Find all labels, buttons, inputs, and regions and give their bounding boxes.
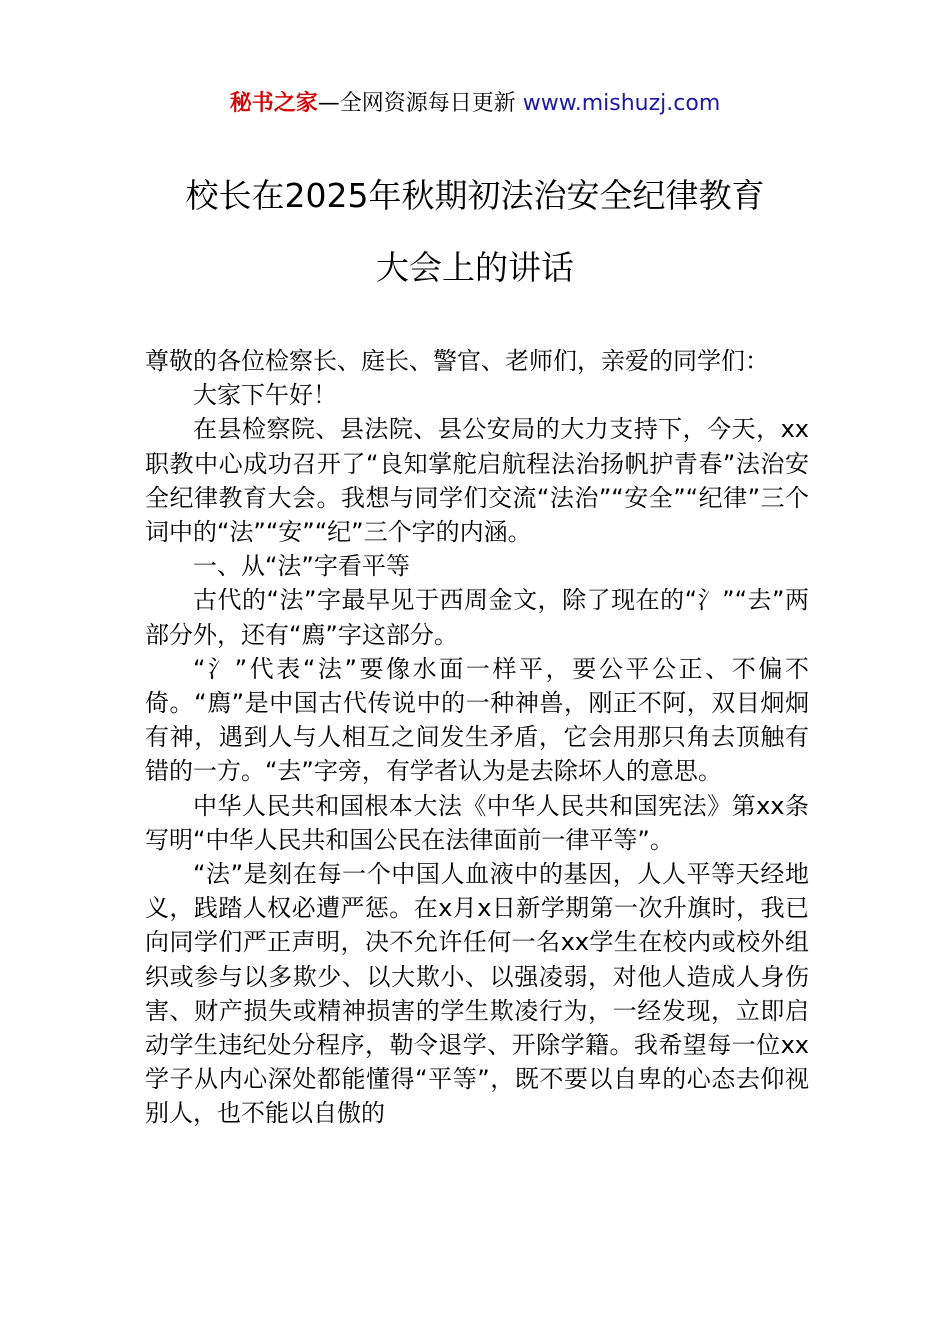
section-heading: 一、从“法”字看平等 (193, 552, 410, 581)
paragraph-greeting: 大家下午好！ (193, 381, 337, 410)
document-body (145, 344, 809, 1131)
paragraph-intro: 在县检察院、县法院、县公安局的大力支持下，今天，xx职教中心成功召开了“良知掌舵启航程法治扬帆护青春”法治安全纪律教育大会。我想与同学们交流“法治”“安全”“纪律”三个词中的“法”“安”“纪”三个字的内涵。 (145, 415, 809, 547)
site-tagline: —全网资源每日更新 (317, 91, 523, 116)
paragraph: “法”是刻在每一个中国人血液中的基因，人人平等天经地义，践踏人权必遭严惩。在x月x日新学期第一次升旗时，我已向同学们严正声明，决不允许任何一名xx学生在校内或校外组织或参与以多欺少、以大欺小、以强凌弱，对他人造成人身伤害、财产损失或精神损害的学生欺凌行为，一经发现，立即启动学生违纪处分程序，勒令退学、开除学籍。我希望每一位xx学子从内心深处都能懂得“平等”，既不要以自卑的心态去仰视别人，也不能以自傲的 (145, 860, 809, 1128)
site-header (0, 88, 950, 120)
title-line-2: 大会上的讲话 (376, 248, 574, 287)
salutation: 尊敬的各位检察长、庭长、警官、老师们，亲爱的同学们： (145, 347, 769, 375)
title-line-1: 校长在2025年秋期初法治安全纪律教育 (185, 176, 765, 215)
site-brand: 秘书之家 (229, 91, 318, 116)
site-url-link[interactable]: www.mishuzj.com (522, 91, 721, 116)
paragraph: “氵”代表“法”要像水面一样平，要公平公正、不偏不倚。“廌”是中国古代传说中的一种神兽，刚正不阿，双目炯炯有神，遇到人与人相互之间发生矛盾，它会用那只角去顶触有错的一方。“去”字旁，有学者认为是去除坏人的意思。 (145, 654, 809, 786)
paragraph: 古代的“法”字最早见于西周金文，除了现在的“氵”“去”两部分外，还有“廌”字这部分。 (145, 586, 809, 649)
document-title (0, 160, 950, 304)
paragraph: 中华人民共和国根本大法《中华人民共和国宪法》第xx条写明“中华人民共和国公民在法律面前一律平等”。 (145, 791, 809, 854)
